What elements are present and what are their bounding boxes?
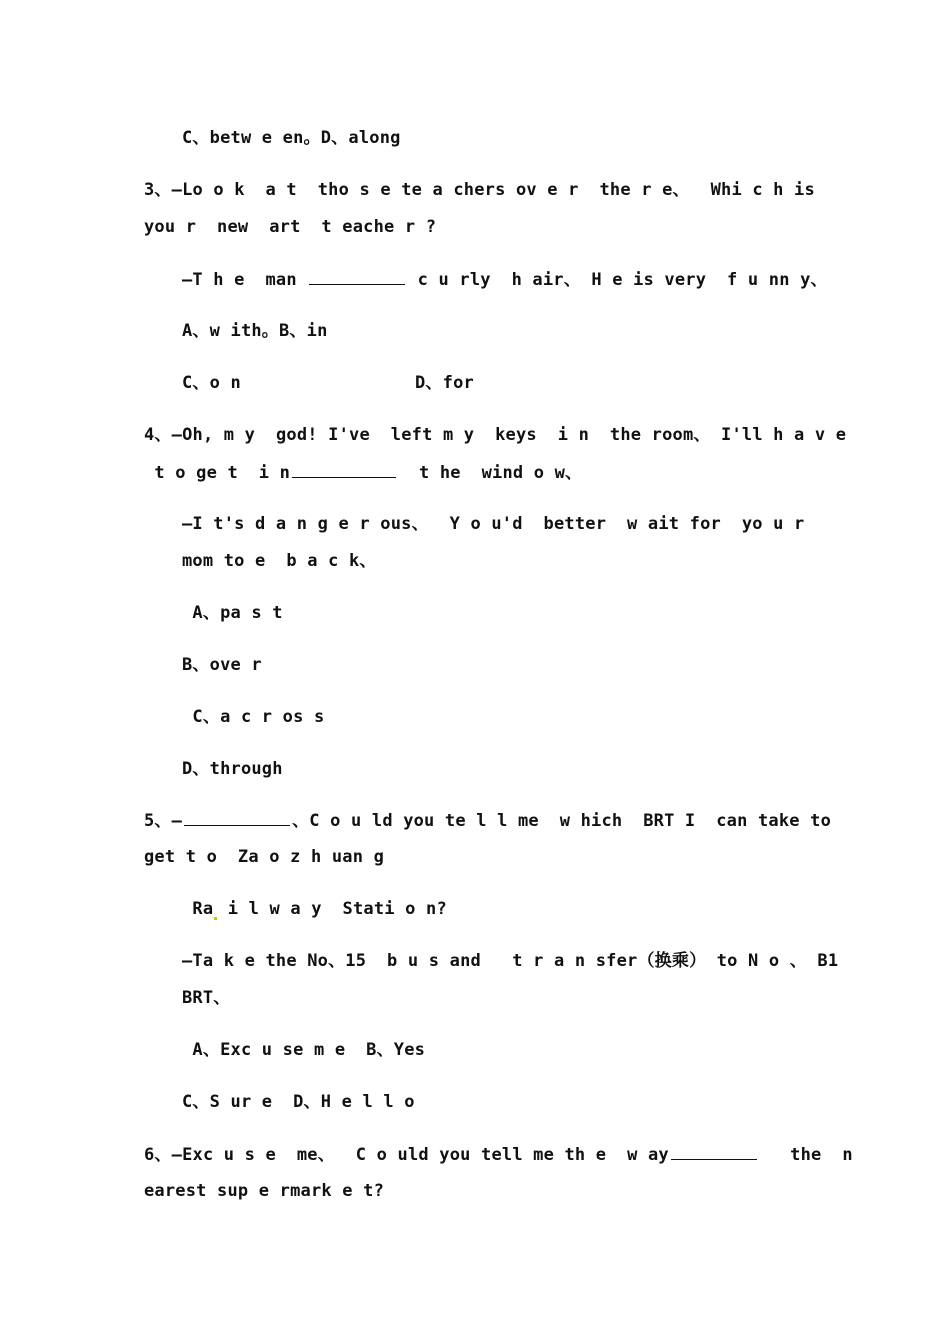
answer-blank [671,1143,757,1160]
question-4-option-c: C、a c r os s [182,707,325,727]
question-5-line-3 [182,898,447,920]
question-4-dialogue-1: —I t's d a n g e r ous、 Y o u'd better w ait for yo u r [182,514,805,534]
answer-blank [309,268,405,285]
question-5-line-1-start: 5、— [144,811,183,831]
question-3-dialogue [182,268,828,291]
question-5-line-1-end: 、C o u ld you te l l me w hich BRT I can take to [292,811,832,831]
question-3-line-1: 3、—Lo o k a t tho s e te a chers ov e r the r e、 Whi c h is [144,180,815,200]
question-6-line-2: earest sup e rmark e t? [144,1181,385,1201]
question-3-dialogue-end: c u rly h air、 H e is very f u nn y、 [407,270,828,290]
question-5-dialogue-2: BRT、 [182,988,231,1008]
question-5-line-2: get t o Za o z h uan g [144,847,385,867]
question-4-line-2-start: t o ge t i n [144,463,291,483]
question-5-line-3-start: Ra [182,899,214,919]
question-3-dialogue-start: —T h e man [182,270,308,290]
question-4-option-d: D、through [182,759,283,779]
question-6-line-1-end: the n [758,1145,853,1165]
question-4-line-1: 4、—Oh, m y god! I've left m y keys i n the room、 I'll h a v e [144,425,847,445]
question-5-line-3-end: i l w a y Stati o n? [217,899,447,919]
answer-blank [184,809,290,826]
question-5-options-a-b: A、Exc u se m e B、Yes [182,1040,426,1060]
question-3-option-d: D、for [415,373,474,393]
question-3-line-2: you r new art t eache r ? [144,217,437,237]
question-3-options-a-b: A、w ith。B、in [182,321,328,341]
question-5-dialogue-1: —Ta k e the No、15 b u s and t r a n sfer（换乘） to N o 、 B1 [182,951,839,971]
option-line-c-d: C、betw e en。D、along [182,128,401,148]
question-4-option-a: A、pa s t [182,603,283,623]
question-3-option-c: C、o n [182,373,241,393]
question-6-line-1-start: 6、—Exc u s e me、 C o uld you tell me th e w ay [144,1145,669,1165]
question-6-line-1 [144,1143,853,1166]
question-5-options-c-d: C、S ur e D、H e l l o [182,1092,415,1112]
question-4-dialogue-2: mom to e b a c k、 [182,551,377,571]
answer-blank [292,461,396,478]
question-4-line-2-end: t he wind o w、 [398,463,583,483]
question-4-line-2 [144,461,582,484]
question-4-option-b: B、ove r [182,655,262,675]
question-5-line-1 [144,809,831,832]
